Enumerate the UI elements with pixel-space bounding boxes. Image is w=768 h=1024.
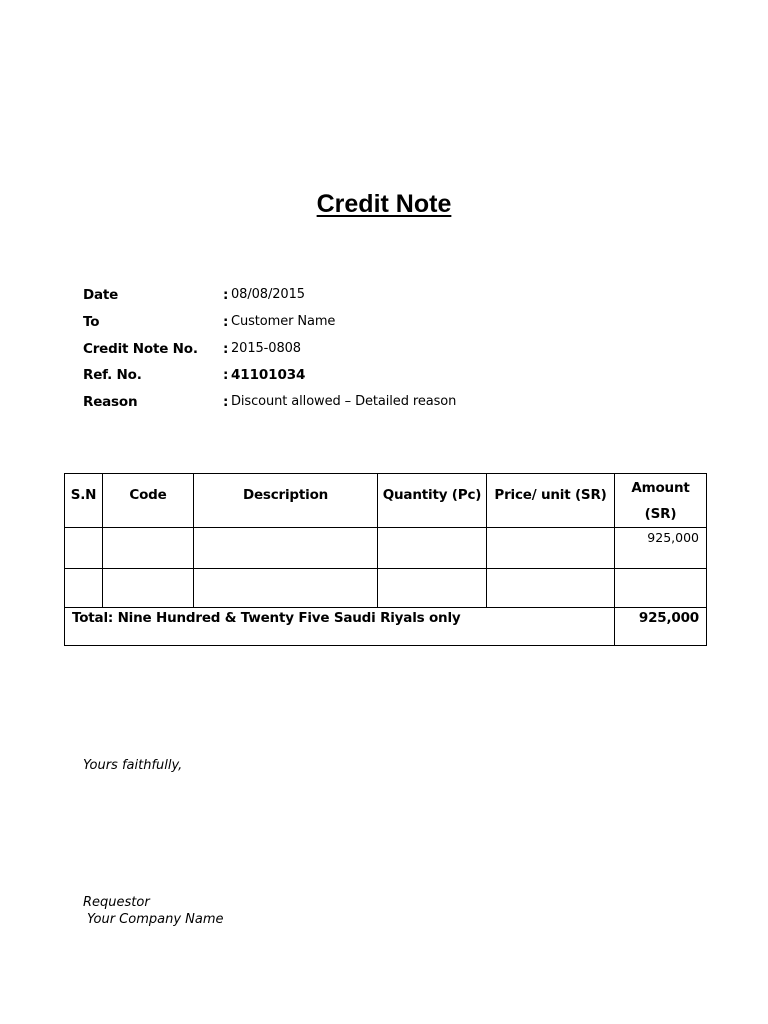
document-title: Credit Note	[316, 190, 452, 218]
header-amount	[615, 474, 707, 528]
cell-code	[103, 528, 194, 569]
meta-value: 2015-0808	[231, 341, 301, 356]
header-amount-line2: (SR)	[644, 506, 677, 522]
meta-colon: :	[223, 287, 229, 303]
table-row	[65, 528, 707, 569]
cell-description	[194, 569, 378, 608]
cell-amount: 925,000	[615, 528, 707, 569]
signature-role: Requestor	[83, 895, 150, 910]
cell-description	[194, 528, 378, 569]
meta-colon: :	[223, 394, 229, 410]
meta-colon: :	[223, 367, 229, 383]
meta-row-to	[83, 311, 703, 333]
cell-quantity	[378, 569, 487, 608]
header-code: Code	[103, 474, 194, 528]
meta-value: 08/08/2015	[231, 287, 305, 302]
total-amount: 925,000	[615, 608, 707, 646]
meta-colon: :	[223, 314, 229, 330]
header-price: Price/ unit (SR)	[487, 474, 615, 528]
cell-sn	[65, 528, 103, 569]
header-description: Description	[194, 474, 378, 528]
meta-value: Customer Name	[231, 314, 336, 329]
cell-amount	[615, 569, 707, 608]
cell-quantity	[378, 528, 487, 569]
header-amount-line1: Amount	[631, 480, 690, 496]
meta-value: Discount allowed – Detailed reason	[231, 394, 457, 409]
items-table	[64, 473, 707, 646]
meta-label: To	[83, 314, 100, 330]
cell-price	[487, 528, 615, 569]
meta-row-credit-note-no	[83, 338, 703, 360]
table-total-row	[65, 608, 707, 646]
meta-label: Reason	[83, 394, 138, 410]
cell-code	[103, 569, 194, 608]
meta-label: Date	[83, 287, 119, 303]
meta-label: Credit Note No.	[83, 341, 198, 357]
signature-company: Your Company Name	[87, 912, 224, 927]
table-header-row	[65, 474, 707, 528]
header-quantity: Quantity (Pc)	[378, 474, 487, 528]
meta-colon: :	[223, 341, 229, 357]
meta-row-date	[83, 284, 703, 306]
meta-row-reason	[83, 391, 703, 413]
header-sn: S.N	[65, 474, 103, 528]
meta-value: 41101034	[231, 367, 306, 383]
table-row	[65, 569, 707, 608]
total-label: Total: Nine Hundred & Twenty Five Saudi Riyals only	[65, 608, 615, 646]
closing-salutation: Yours faithfully,	[83, 758, 183, 773]
meta-row-ref-no	[83, 364, 703, 386]
cell-sn	[65, 569, 103, 608]
cell-price	[487, 569, 615, 608]
meta-label: Ref. No.	[83, 367, 142, 383]
